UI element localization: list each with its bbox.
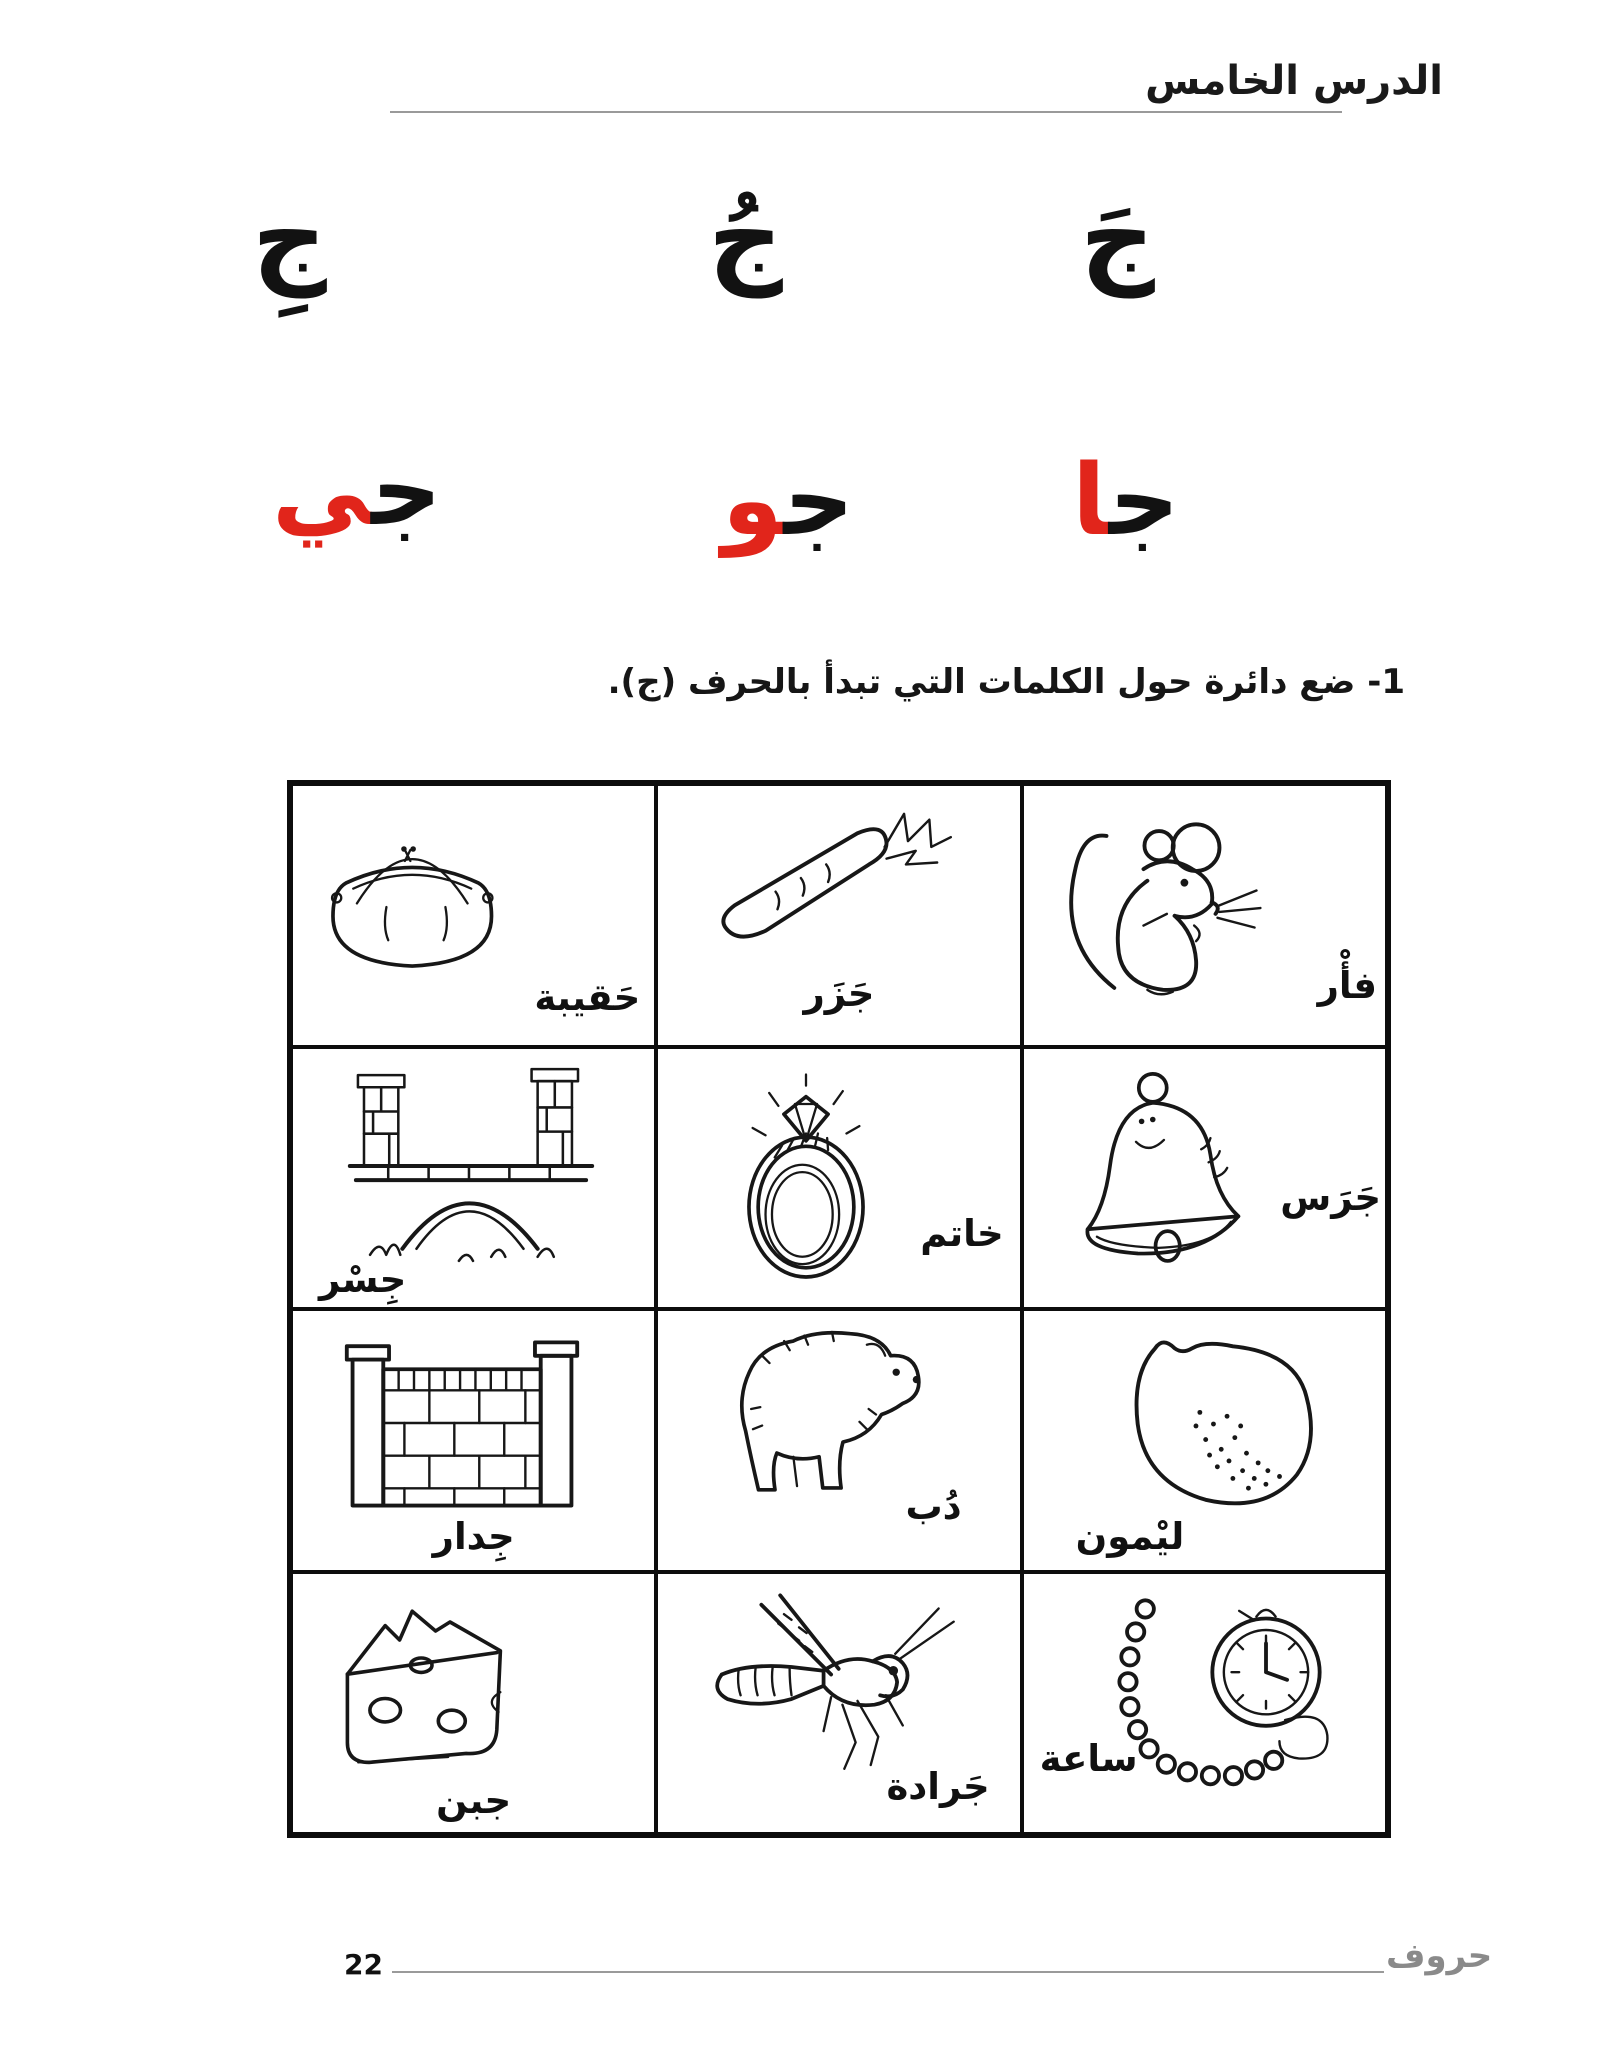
word-label-wall: جِدار xyxy=(432,1514,515,1558)
combo-ju-jeem: ج‍ xyxy=(783,444,855,558)
word-label-ring: خاتم xyxy=(920,1212,1004,1256)
grasshopper-illustration xyxy=(680,1584,986,1782)
cell-purse[interactable] xyxy=(291,784,656,1047)
cheese-illustration xyxy=(315,1588,531,1800)
letter-jeem-damma: جُ xyxy=(708,176,783,298)
word-label-lemon: ليْمون xyxy=(1075,1514,1185,1558)
combo-jeem-waw xyxy=(722,444,855,558)
mouse-illustration xyxy=(1050,796,1274,1022)
wall-illustration xyxy=(331,1327,593,1519)
combo-jeem-ya xyxy=(272,434,442,548)
bridge-illustration xyxy=(325,1061,617,1273)
lemon-illustration xyxy=(1110,1323,1348,1527)
cell-watch[interactable] xyxy=(1022,1572,1387,1835)
footer-rule xyxy=(392,1971,1384,1973)
header-rule xyxy=(390,111,1342,113)
ring-illustration xyxy=(714,1063,898,1295)
word-label-grasshopper: جَرادة xyxy=(886,1765,990,1809)
carrot-illustration xyxy=(704,808,962,954)
cell-mouse[interactable] xyxy=(1022,784,1387,1047)
page-number: 22 xyxy=(344,1948,383,1981)
word-label-mouse: فأْر xyxy=(1317,963,1377,1007)
cell-cheese[interactable] xyxy=(291,1572,656,1835)
word-label-bear: دُب xyxy=(905,1484,962,1528)
exercise-instruction: 1- ضع دائرة حول الكلمات التي تبدأ بالحرف (ج). xyxy=(607,662,1405,702)
combo-ji-ya: ‍ي xyxy=(272,434,372,548)
combo-jeem-alif xyxy=(1072,444,1180,558)
word-label-watch: ساعة xyxy=(1039,1737,1138,1781)
cell-lemon[interactable] xyxy=(1022,1309,1387,1572)
cell-wall[interactable] xyxy=(291,1309,656,1572)
word-picture-grid xyxy=(287,780,1391,1838)
cell-bell[interactable] xyxy=(1022,1047,1387,1310)
series-brand: حروف xyxy=(1386,1936,1493,1976)
word-label-cheese: جبن xyxy=(436,1779,512,1823)
combo-ja-jeem: ج‍ xyxy=(1108,444,1180,558)
word-label-purse: حَقيبة xyxy=(534,975,641,1019)
cell-carrot[interactable] xyxy=(656,784,1021,1047)
cell-bridge[interactable] xyxy=(291,1047,656,1310)
cell-grasshopper[interactable] xyxy=(656,1572,1021,1835)
word-label-bridge: جِسْر xyxy=(319,1258,407,1302)
combo-ja-alif: ‍ا xyxy=(1072,444,1109,558)
letter-jeem-fatha: جَ xyxy=(1080,176,1155,298)
cell-ring[interactable] xyxy=(656,1047,1021,1310)
combo-ji-jeem: ج‍ xyxy=(371,434,442,548)
cell-bear[interactable] xyxy=(656,1309,1021,1572)
word-label-bell: جَرَس xyxy=(1280,1176,1381,1220)
lesson-title: الدرس الخامس xyxy=(1145,58,1443,104)
combo-ju-waw: ‍و xyxy=(722,444,784,558)
letter-jeem-kasra: جِ xyxy=(252,176,327,298)
purse-illustration xyxy=(309,798,521,994)
bell-illustration xyxy=(1056,1059,1270,1287)
word-label-carrot: جَزَر xyxy=(803,971,875,1015)
